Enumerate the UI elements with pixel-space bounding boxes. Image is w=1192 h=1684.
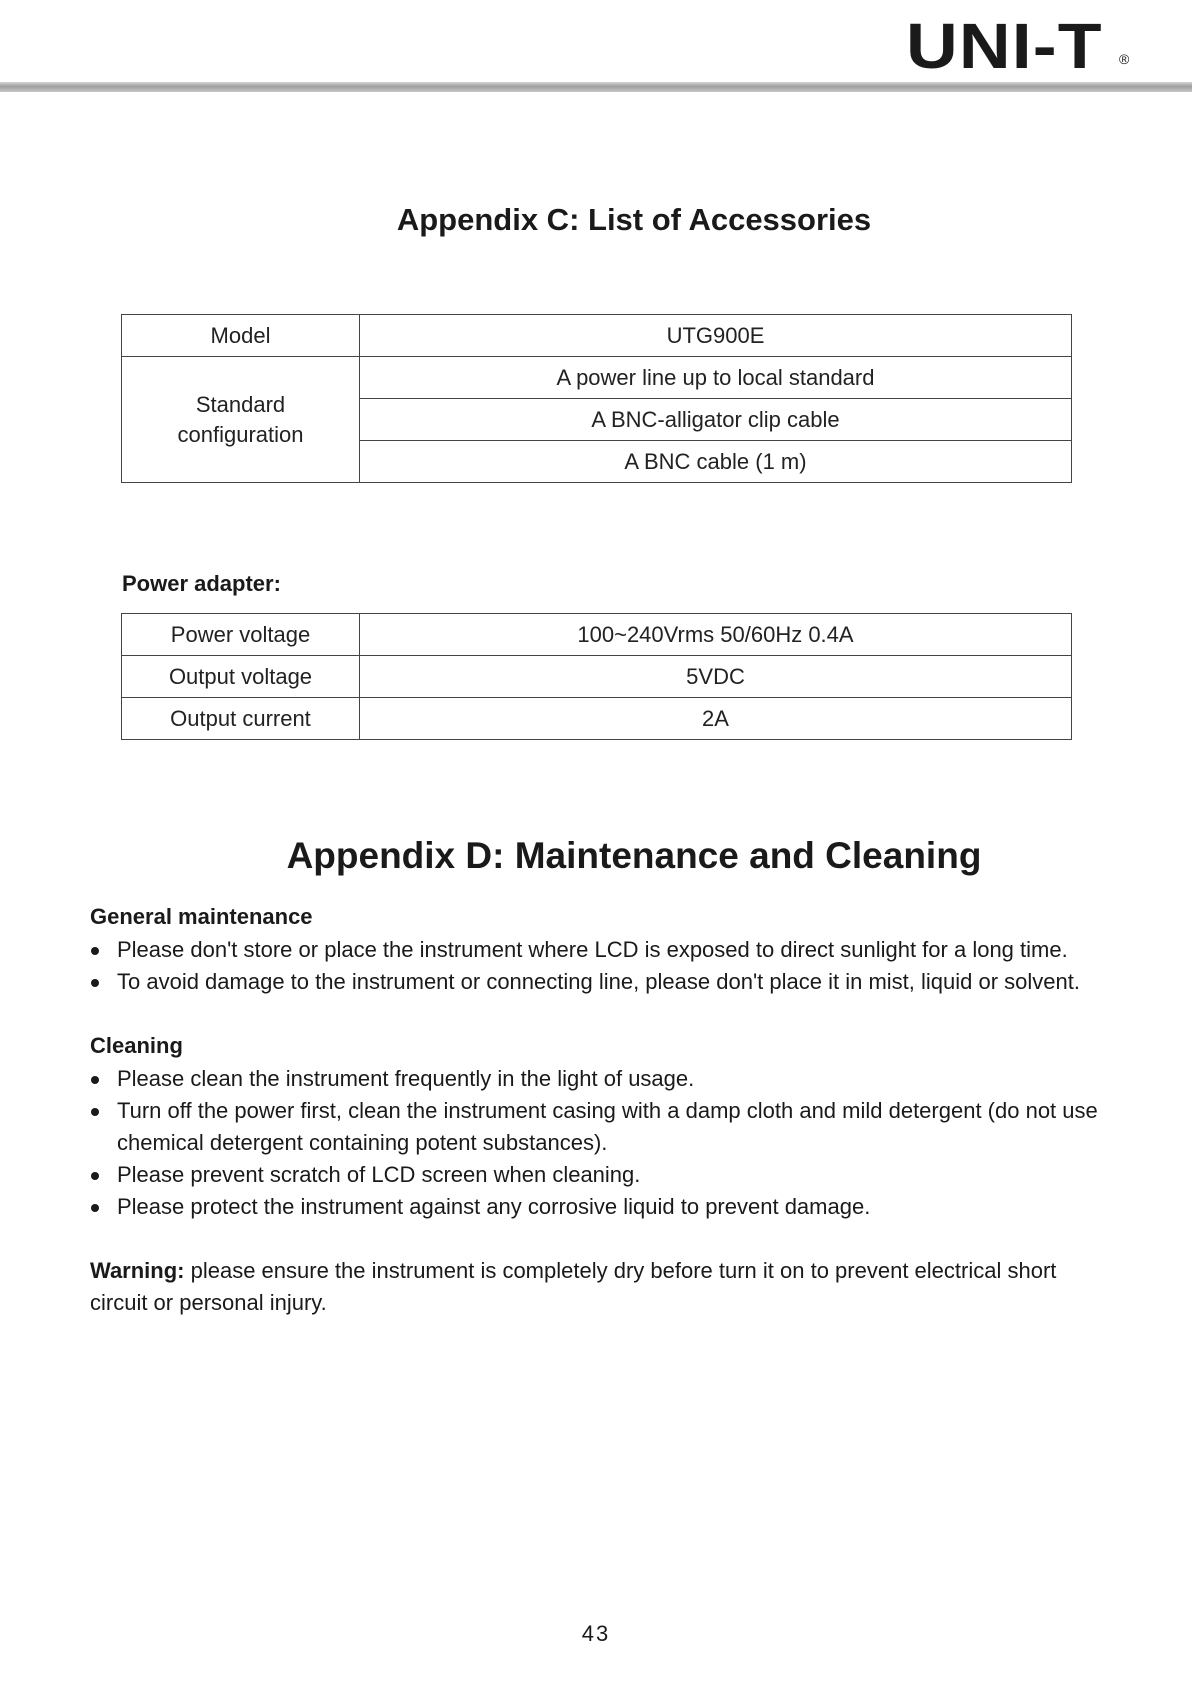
list-item — [90, 966, 1170, 998]
list-item-text: To avoid damage to the instrument or connecting line, please don't place it in mist, liquid or solvent. — [117, 969, 1080, 994]
table-row — [122, 315, 1072, 357]
registered-mark: ® — [1119, 51, 1130, 67]
page-number: 43 — [581, 1621, 611, 1646]
appendix-d-title: Appendix D: Maintenance and Cleaning — [286, 835, 982, 876]
table-row — [122, 357, 1072, 399]
bullet-icon — [91, 1204, 99, 1212]
general-maintenance-list — [90, 934, 1170, 998]
power-row-value-cell: 2A — [360, 698, 1072, 740]
list-item — [90, 1095, 1170, 1159]
header-divider — [0, 82, 1192, 92]
list-item — [90, 934, 1170, 966]
list-item-text: Turn off the power first, clean the instrument casing with a damp cloth and mild detergent (do not use chemical detergent containing potent substances). — [117, 1098, 1098, 1155]
model-value-cell: UTG900E — [360, 315, 1072, 357]
power-row-name-cell: Output current — [122, 698, 360, 740]
table-row — [122, 698, 1072, 740]
accessories-table — [121, 314, 1072, 483]
power-row-value-cell: 100~240Vrms 50/60Hz 0.4A — [360, 614, 1072, 656]
table-row — [122, 656, 1072, 698]
brand-logo: UNI-T — [906, 10, 1103, 82]
list-item — [90, 1191, 1170, 1223]
power-row-name-cell: Output voltage — [122, 656, 360, 698]
table-row — [122, 614, 1072, 656]
power-adapter-label: Power adapter: — [122, 571, 281, 596]
power-adapter-table — [121, 613, 1072, 740]
standard-config-label-cell — [122, 357, 360, 483]
standard-label-line2: configuration — [177, 421, 304, 447]
standard-label-line1: Standard — [195, 391, 286, 417]
bullet-icon — [91, 979, 99, 987]
list-item-text: Please prevent scratch of LCD screen when cleaning. — [117, 1162, 641, 1187]
accessory-item-cell: A BNC cable (1 m) — [360, 441, 1072, 483]
list-item-text: Please clean the instrument frequently in the light of usage. — [117, 1066, 695, 1091]
warning-label: Warning: — [90, 1258, 185, 1283]
list-item — [90, 1159, 1170, 1191]
accessory-item-cell: A power line up to local standard — [360, 357, 1072, 399]
cleaning-heading: Cleaning — [90, 1033, 183, 1058]
model-label-cell: Model — [122, 315, 360, 357]
bullet-icon — [91, 947, 99, 955]
power-row-name-cell: Power voltage — [122, 614, 360, 656]
accessory-item-cell: A BNC-alligator clip cable — [360, 399, 1072, 441]
list-item-text: Please don't store or place the instrument where LCD is exposed to direct sunlight for a long time. — [117, 937, 1068, 962]
list-item-text: Please protect the instrument against any corrosive liquid to prevent damage. — [117, 1194, 871, 1219]
warning-paragraph — [90, 1255, 1100, 1319]
cleaning-list — [90, 1063, 1170, 1223]
power-row-value-cell: 5VDC — [360, 656, 1072, 698]
general-maintenance-heading: General maintenance — [90, 904, 313, 929]
bullet-icon — [91, 1108, 99, 1116]
list-item — [90, 1063, 1170, 1095]
appendix-c-title: Appendix C: List of Accessories — [396, 202, 872, 237]
bullet-icon — [91, 1076, 99, 1084]
bullet-icon — [91, 1172, 99, 1180]
warning-text: please ensure the instrument is completely dry before turn it on to prevent electrical short circuit or personal injury. — [90, 1258, 1057, 1315]
